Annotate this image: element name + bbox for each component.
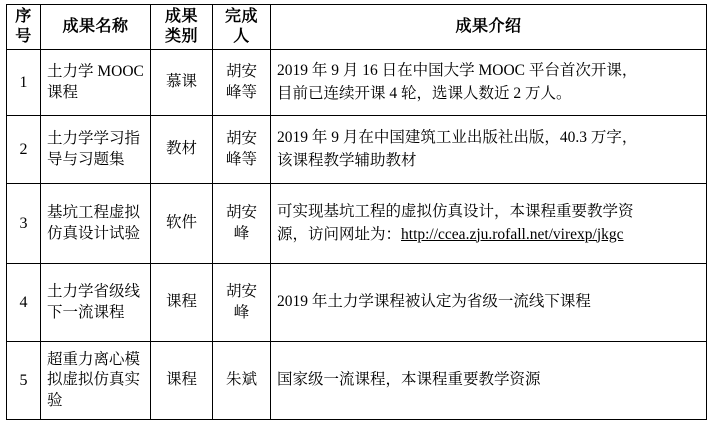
table-row xyxy=(7,50,707,116)
cell-type: 慕课 xyxy=(151,50,213,116)
desc-line: 目前已连续开课 4 轮，选课人数近 2 万人。 xyxy=(277,84,572,102)
cell-no: 4 xyxy=(7,264,41,342)
cell-person: 胡安峰等 xyxy=(213,116,271,184)
desc-line: 2019 年土力学课程被认定为省级一流线下课程 xyxy=(277,293,591,311)
cell-no: 3 xyxy=(7,184,41,264)
cell-name: 土力学省级线下一流课程 xyxy=(41,264,151,342)
cell-name: 土力学 MOOC 课程 xyxy=(41,50,151,116)
table-row xyxy=(7,264,707,342)
column-header-name: 成果名称 xyxy=(41,5,151,50)
cell-desc xyxy=(271,342,707,420)
desc-line: 该课程教学辅助教材 xyxy=(277,151,417,169)
cell-no: 2 xyxy=(7,116,41,184)
desc-line: 可实现基坑工程的虚拟仿真设计，本课程重要教学资 xyxy=(277,203,634,221)
cell-name: 超重力离心模拟虚拟仿真实验 xyxy=(41,342,151,420)
cell-desc xyxy=(271,50,707,116)
cell-type: 课程 xyxy=(151,264,213,342)
table-header xyxy=(7,5,707,50)
cell-desc xyxy=(271,184,707,264)
table-row xyxy=(7,116,707,184)
table-row xyxy=(7,342,707,420)
results-table xyxy=(6,4,707,420)
cell-name: 基坑工程虚拟仿真设计试验 xyxy=(41,184,151,264)
column-header-person: 完成人 xyxy=(213,5,271,50)
cell-type: 课程 xyxy=(151,342,213,420)
cell-person: 胡安峰 xyxy=(213,264,271,342)
desc-line: 国家级一流课程，本课程重要教学资源 xyxy=(277,371,541,389)
desc-line: 2019 年 9 月在中国建筑工业出版社出版，40.3 万字， xyxy=(277,129,638,147)
table-body xyxy=(7,50,707,420)
cell-person: 胡安峰等 xyxy=(213,50,271,116)
resource-link[interactable]: http://ccea.zju.rofall.net/virexp/jkgc xyxy=(401,225,624,243)
document-page xyxy=(0,4,712,426)
desc-line-with-url xyxy=(277,224,700,246)
cell-person: 朱斌 xyxy=(213,342,271,420)
cell-type: 教材 xyxy=(151,116,213,184)
cell-type: 软件 xyxy=(151,184,213,264)
cell-desc xyxy=(271,116,707,184)
table-header-row xyxy=(7,5,707,50)
table-row xyxy=(7,184,707,264)
column-header-desc: 成果介绍 xyxy=(271,5,707,50)
cell-name: 土力学学习指导与习题集 xyxy=(41,116,151,184)
cell-person: 胡安峰 xyxy=(213,184,271,264)
desc-line: 2019 年 9 月 16 日在中国大学 MOOC 平台首次开课， xyxy=(277,62,638,80)
column-header-no: 序号 xyxy=(7,5,41,50)
cell-no: 5 xyxy=(7,342,41,420)
cell-desc xyxy=(271,264,707,342)
desc-line-text: 源，访问网址为： xyxy=(277,225,402,243)
column-header-type: 成果类别 xyxy=(151,5,213,50)
cell-no: 1 xyxy=(7,50,41,116)
